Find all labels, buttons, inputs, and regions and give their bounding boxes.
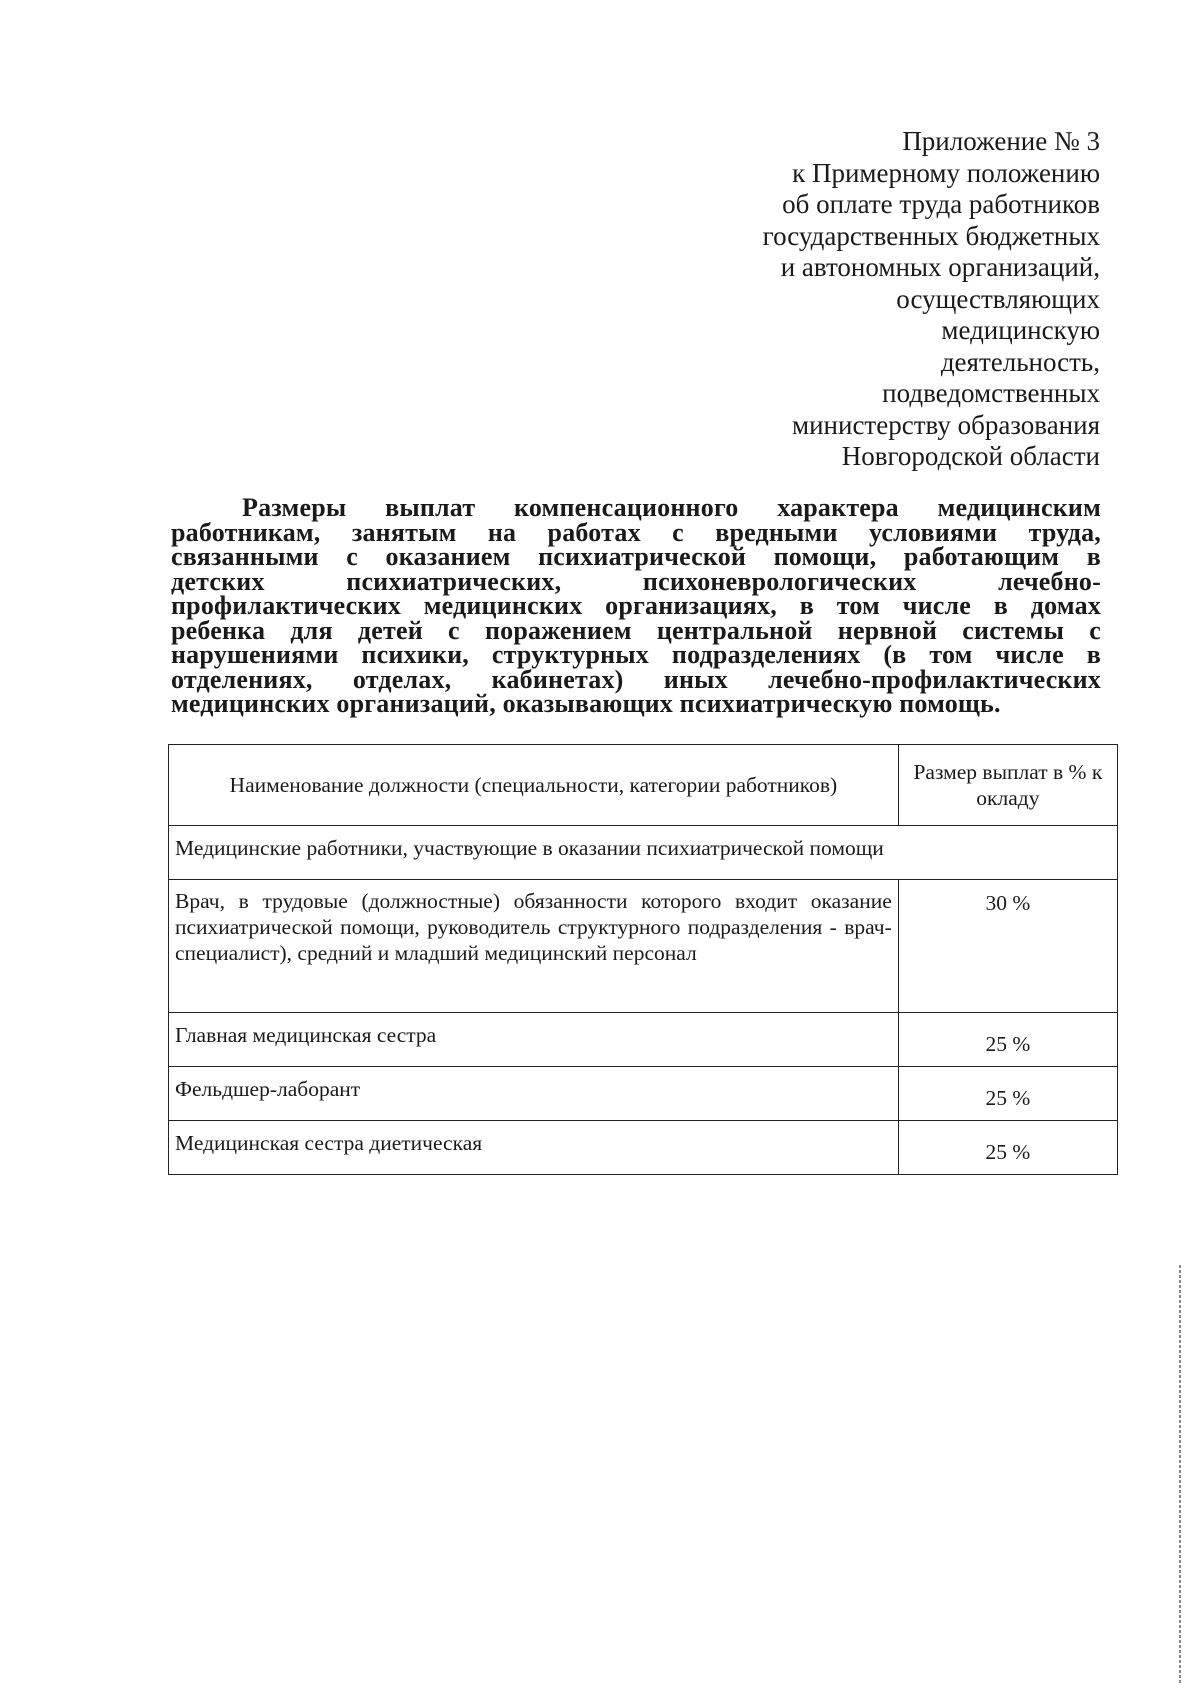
appendix-line: медицинскую [941, 315, 1100, 345]
table-row [169, 880, 1118, 1013]
rate-cell: 25 % [898, 1121, 1117, 1175]
table-header-row [169, 745, 1118, 826]
position-cell: Медицинская сестра диетическая [169, 1121, 899, 1175]
table-row [169, 1067, 1118, 1121]
appendix-line: к Примерному положению [792, 157, 1100, 188]
title-line: Размеры выплат компенсационного характера медицинским [242, 493, 1101, 522]
appendix-header [580, 126, 1100, 473]
position-cell: Главная медицинская сестра [169, 1013, 899, 1067]
appendix-line: подведомственных [882, 378, 1100, 408]
appendix-line: министерству образования [792, 409, 1100, 440]
column-header-rate: Размер выплат в % к окладу [898, 745, 1117, 826]
rate-cell: 25 % [898, 1067, 1117, 1121]
title-line: отделениях, отделах, кабинетах) иных лечебно-профилактических [171, 664, 1101, 694]
appendix-line: государственных бюджетных [762, 220, 1100, 251]
rate-cell: 25 % [898, 1013, 1117, 1067]
group-label: Медицинские работники, участвующие в оказании психиатрической помощи [169, 826, 1118, 880]
table-row [169, 1013, 1118, 1067]
title-line: ребенка для детей с поражением центральной нервной системы с [171, 615, 1101, 645]
table-row [169, 1121, 1118, 1175]
title-line: работникам, занятым на работах с вредными условиями труда, [171, 517, 1101, 547]
title-line: медицинских организаций, оказывающих психиатрическую помощь. [171, 689, 1001, 718]
title-line: детских психиатрических, психоневрологических лечебно- [171, 566, 1101, 596]
title-line: профилактических медицинских организациях, в том числе в домах [171, 591, 1101, 620]
title-line: нарушениями психики, структурных подразделениях (в том числе в [171, 640, 1101, 669]
document-title [171, 493, 1101, 718]
payment-rates-table [168, 744, 1118, 1175]
position-cell: Фельдшер-лаборант [169, 1067, 899, 1121]
appendix-line: деятельность, [940, 346, 1100, 377]
scan-edge-line [1179, 1265, 1181, 1685]
title-line: связанными с оказанием психиатрической помощи, работающим в [171, 542, 1101, 571]
appendix-line: и автономных организаций, [780, 252, 1100, 282]
rate-cell: 30 % [898, 880, 1117, 1013]
appendix-line: Приложение № 3 [902, 126, 1100, 156]
column-header-position: Наименование должности (специальности, категории работников) [169, 745, 899, 826]
appendix-line: об оплате труда работников [782, 189, 1100, 219]
position-cell: Врач, в трудовые (должностные) обязанности которого входит оказание психиатрической помощи, руководитель структурного подразделения - врач-специалист), средний и младший медицинский персонал [169, 880, 899, 1013]
appendix-line: Новгородской области [841, 441, 1100, 471]
appendix-line: осуществляющих [896, 283, 1100, 314]
table-group-row [169, 826, 1118, 880]
